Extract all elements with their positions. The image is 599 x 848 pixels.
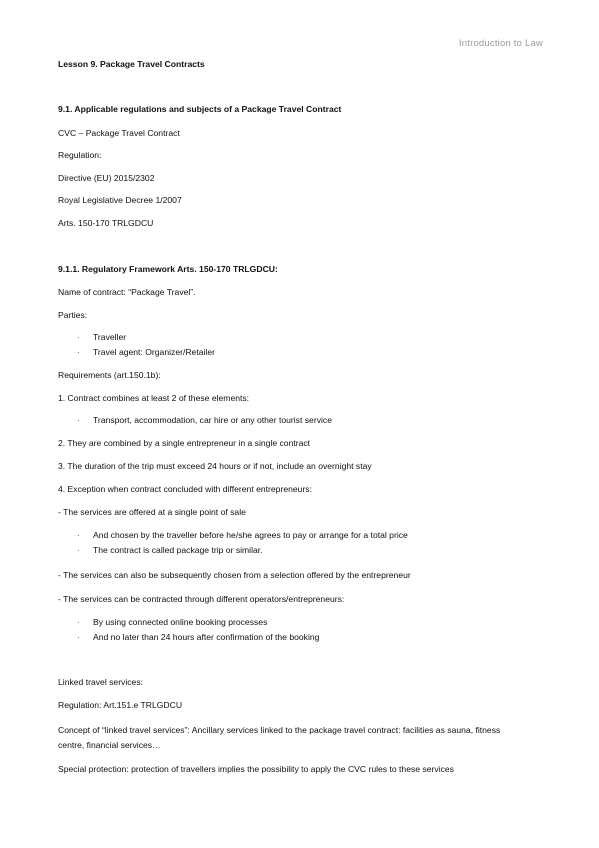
arts-text: Arts. 150-170 TRLGDCU: [58, 218, 154, 228]
royal-decree-text: Royal Legislative Decree 1/2007: [58, 195, 182, 205]
exception-3: - The services can be contracted through different operators/entrepreneurs:: [58, 594, 345, 604]
requirement-3: 3. The duration of the trip must exceed 24 hours or if not, include an overnight stay: [58, 461, 372, 471]
section-9-1-heading: 9.1. Applicable regulations and subjects of a Package Travel Contract: [58, 104, 342, 114]
bullet-icon: ·: [77, 531, 80, 540]
list-item: By using connected online booking processes: [93, 617, 268, 627]
list-item: Traveller: [93, 332, 127, 342]
linked-concept: Concept of “linked travel services”: Ancillary services linked to the package travel contract: facilities as sauna, fitness centre, financial services…: [58, 725, 501, 750]
list-item: Travel agent: Organizer/Retailer: [93, 347, 215, 357]
list-item: And no later than 24 hours after confirmation of the booking: [93, 632, 320, 642]
bullet-icon: ·: [77, 633, 80, 642]
requirement-2: 2. They are combined by a single entrepreneur in a single contract: [58, 438, 311, 448]
exception-1: - The services are offered at a single point of sale: [58, 507, 246, 517]
requirement-4: 4. Exception when contract concluded with different entrepreneurs:: [58, 484, 312, 494]
linked-regulation: Regulation: Art.151.e TRLGDCU: [58, 700, 183, 710]
requirement-1: 1. Contract combines at least 2 of these elements:: [58, 393, 250, 403]
running-header: Introduction to Law: [458, 38, 543, 49]
special-protection: Special protection: protection of travellers implies the possibility to apply the CVC rules to these services: [58, 764, 454, 774]
lesson-title: Lesson 9. Package Travel Contracts: [58, 59, 205, 69]
list-item: And chosen by the traveller before he/she agrees to pay or arrange for a total price: [93, 530, 408, 540]
regulation-label: Regulation:: [58, 150, 102, 160]
bullet-icon: ·: [77, 618, 80, 627]
section-9-1-1-heading: 9.1.1. Regulatory Framework Arts. 150-170 TRLGDCU:: [58, 264, 278, 274]
bullet-icon: ·: [77, 333, 80, 342]
exception-2: - The services can also be subsequently chosen from a selection offered by the entrepreneur: [58, 570, 411, 580]
list-item: The contract is called package trip or similar.: [93, 545, 263, 555]
list-item: Transport, accommodation, car hire or any other tourist service: [93, 415, 332, 425]
parties-label: Parties:: [58, 310, 88, 320]
bullet-icon: ·: [77, 348, 80, 357]
bullet-icon: ·: [77, 546, 80, 555]
cvc-definition: CVC – Package Travel Contract: [58, 128, 180, 138]
requirements-label: Requirements (art.150.1b):: [58, 370, 161, 380]
bullet-icon: ·: [77, 416, 80, 425]
contract-name: Name of contract: “Package Travel”.: [58, 287, 196, 297]
directive-text: Directive (EU) 2015/2302: [58, 173, 155, 183]
linked-services-heading: Linked travel services:: [58, 677, 144, 687]
